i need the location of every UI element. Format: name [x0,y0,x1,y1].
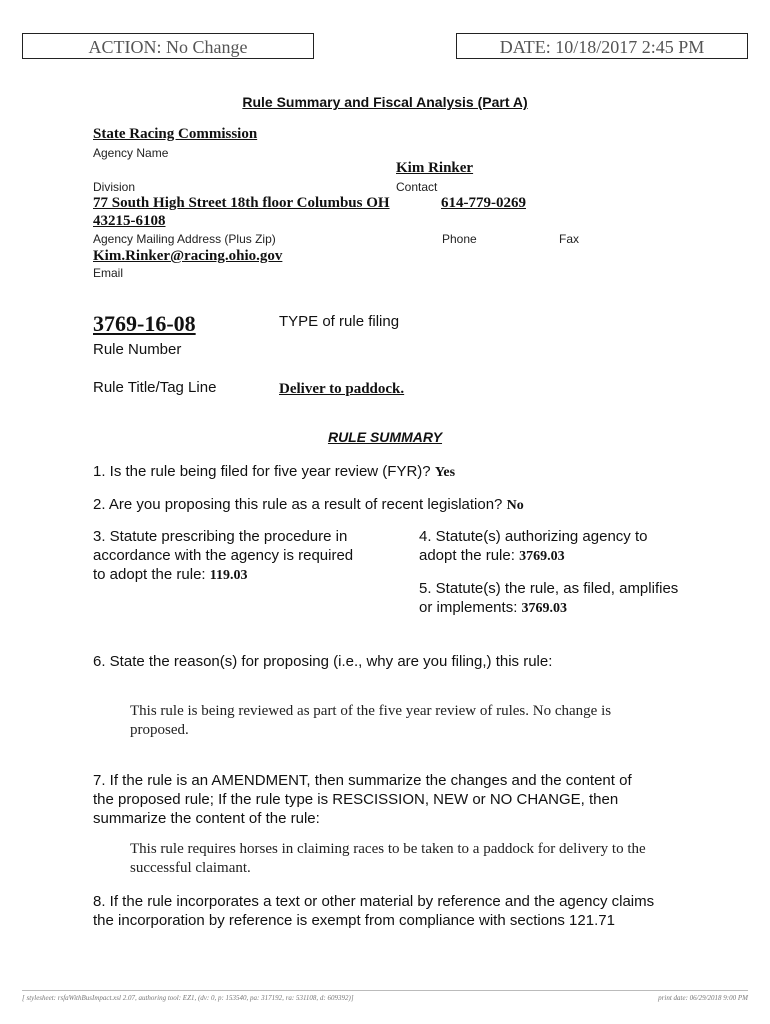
question-3-line1: 3. Statute prescribing the procedure in [93,528,348,545]
question-7 [93,771,733,828]
rule-summary-heading: RULE SUMMARY [327,429,443,445]
action-text: ACTION: No Change [88,37,248,57]
question-1-text: 1. Is the rule being filed for five year review (FYR)? [93,463,431,480]
question-2-text: 2. Are you proposing this rule as a result of recent legislation? [93,496,503,513]
question-5 [419,579,739,618]
answer-2: No [506,498,524,513]
question-3 [93,527,393,585]
question-4-line2: adopt the rule: [419,547,515,564]
question-3-line2: accordance with the agency is required [93,547,354,564]
agency-name-value: State Racing Commission [93,126,258,142]
rule-number-label: Rule Number [93,341,182,358]
answer-7-line2: successful claimant. [130,860,251,876]
date-box [456,33,748,59]
rule-type-label: TYPE of rule filing [279,313,400,330]
answer-3: 119.03 [209,568,248,583]
fax-label: Fax [559,232,580,246]
answer-1: Yes [434,465,456,480]
answer-5: 3769.03 [521,601,568,616]
question-6: 6. State the reason(s) for proposing (i.e., why are you filing,) this rule: [93,653,553,670]
question-4 [419,527,739,566]
question-8 [93,892,753,930]
answer-7-line1: This rule requires horses in claiming races to be taken to a paddock for delivery to the [130,841,646,857]
question-5-line2: or implements: [419,599,518,616]
question-1 [93,462,455,482]
date-text: DATE: 10/18/2017 2:45 PM [499,37,705,57]
contact-label: Contact [396,180,438,194]
phone-value: 614-779-0269 [441,195,526,211]
question-4-line1: 4. Statute(s) authorizing agency to [419,528,648,545]
rule-number-value: 3769-16-08 [93,311,196,336]
contact-value: Kim Rinker [396,160,474,176]
question-3-line3: to adopt the rule: [93,566,206,583]
address-line1: 77 South High Street 18th floor Columbus OH [93,195,390,211]
action-box [22,33,314,59]
address-line2: 43215-6108 [93,213,166,229]
page-title: Rule Summary and Fiscal Analysis (Part A) [242,94,528,110]
address-label: Agency Mailing Address (Plus Zip) [93,232,276,246]
question-7-line2: the proposed rule; If the rule type is RESCISSION, NEW or NO CHANGE, then [93,791,619,808]
answer-4: 3769.03 [519,549,565,564]
question-7-line3: summarize the content of the rule: [93,810,320,827]
rule-title-label: Rule Title/Tag Line [93,379,217,396]
answer-7 [130,840,730,878]
division-label: Division [93,180,136,194]
answer-6 [130,702,690,740]
question-2 [93,495,524,515]
footer-print-date: print date: 06/29/2018 9:00 PM [658,994,748,1002]
footer-divider [22,990,748,991]
answer-6-line1: This rule is being reviewed as part of the five year review of rules. No change is [130,703,612,719]
question-5-line1: 5. Statute(s) the rule, as filed, amplifies [419,580,679,597]
rule-title-value: Deliver to paddock. [279,381,405,397]
email-label: Email [93,266,124,280]
question-8-line2: the incorporation by reference is exempt from compliance with sections 121.71 [93,912,615,929]
agency-name-label: Agency Name [93,146,169,160]
answer-6-line2: proposed. [130,722,189,738]
email-value: Kim.Rinker@racing.ohio.gov [93,248,283,264]
question-8-line1: 8. If the rule incorporates a text or other material by reference and the agency claims [93,893,655,910]
phone-label: Phone [442,232,477,246]
footer-stylesheet-note: [ stylesheet: rsfaWithBusImpact.xsl 2.07, authoring tool: EZ1, (dv: 0, p: 153540, pa: 317192, ra: 531108, d: 609392)] [22,994,354,1002]
question-7-line1: 7. If the rule is an AMENDMENT, then summarize the changes and the content of [93,772,632,789]
